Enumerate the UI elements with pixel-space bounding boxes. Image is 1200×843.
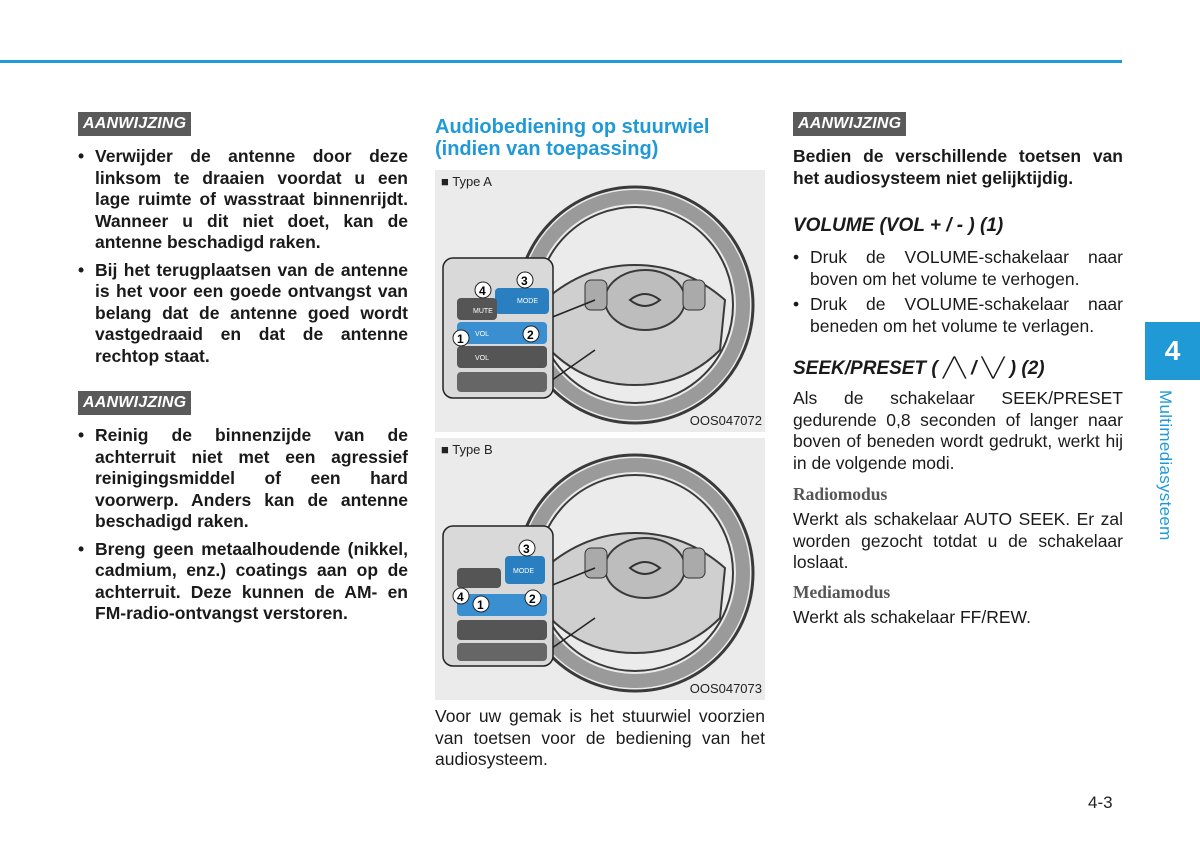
svg-text:MODE: MODE xyxy=(513,568,534,575)
top-rule xyxy=(0,60,1122,63)
svg-text:2: 2 xyxy=(529,592,536,606)
seek-body: Als de schakelaar SEEK/PRESET gedurende 0,8 seconden of langer naar boven of beneden wordt gedrukt, werkt hij in de volgende modi. xyxy=(793,388,1123,473)
svg-text:VOL: VOL xyxy=(475,331,490,338)
svg-text:4: 4 xyxy=(457,590,464,604)
figure-type-b xyxy=(435,438,765,700)
chapter-name: Multimediasysteem xyxy=(1156,390,1175,541)
body-paragraph: Voor uw gemak is het stuurwiel voorzien van toetsen voor de bediening van het audiosysteem. xyxy=(435,706,765,769)
volume-list xyxy=(793,247,1123,337)
list-item: • Verwijder de antenne door deze linksom te draaien voordat u een lage ruimte of wasstraat binnenrijdt. Wanneer u dit niet doet, kan de antenne beschadigd raken. xyxy=(78,146,408,254)
notice-list xyxy=(78,425,408,625)
radio-mode-heading: Radiomodus xyxy=(793,484,888,504)
figure-type-label: ■ Type B xyxy=(441,442,493,457)
notice-label: AANWIJZING xyxy=(78,391,191,415)
svg-text:4: 4 xyxy=(479,284,486,298)
media-mode-heading: Mediamodus xyxy=(793,581,891,602)
list-item: • Druk de VOLUME-schakelaar naar beneden om het volume te verlagen. xyxy=(793,294,1123,337)
svg-text:1: 1 xyxy=(477,598,484,612)
middle-column xyxy=(435,114,765,771)
figure-code: OOS047072 xyxy=(689,413,762,428)
section-heading: Audiobediening op stuurwiel (indien van toepassing) xyxy=(435,116,710,160)
right-column xyxy=(793,112,1123,628)
steering-wheel-illustration xyxy=(435,438,765,700)
radio-mode-body: Werkt als schakelaar AUTO SEEK. Er zal worden gezocht totdat u de schakelaar loslaat. xyxy=(793,509,1123,572)
notice-list xyxy=(78,146,408,367)
svg-text:1: 1 xyxy=(457,332,464,346)
notice-label: AANWIJZING xyxy=(78,112,191,136)
notice-text: Bedien de verschillende toetsen van het audiosysteem niet gelijktijdig. xyxy=(793,146,1123,188)
list-item: • Breng geen metaalhoudende (nikkel, cadmium, enz.) coatings aan op de achterruit. Deze kunnen de AM- en FM-radio-ontvangst verstoren. xyxy=(78,539,408,625)
list-item: • Bij het terugplaatsen van de antenne is het voor een goede ontvangst van belang dat de antenne goed wordt vastgedraaid en dat de antenne rechtop staat. xyxy=(78,260,408,368)
page-number: 4-3 xyxy=(1088,793,1113,812)
seek-heading: SEEK/PRESET ( ╱╲ / ╲╱ ) (2) xyxy=(793,358,1045,379)
volume-heading: VOLUME (VOL + / - ) (1) xyxy=(793,215,1004,236)
svg-text:3: 3 xyxy=(521,274,528,288)
steering-wheel-illustration xyxy=(435,170,765,432)
list-item: • Druk de VOLUME-schakelaar naar boven om het volume te verhogen. xyxy=(793,247,1123,290)
notice-label: AANWIJZING xyxy=(793,112,906,136)
figure-type-label: ■ Type A xyxy=(441,174,492,189)
svg-text:2: 2 xyxy=(527,328,534,342)
chapter-tab: 4 xyxy=(1145,322,1200,380)
svg-text:MODE: MODE xyxy=(517,298,538,305)
svg-text:3: 3 xyxy=(523,542,530,556)
svg-text:MUTE: MUTE xyxy=(473,308,493,315)
left-column xyxy=(78,112,408,631)
list-item: • Reinig de binnenzijde van de achterruit niet met een agressief reinigingsmiddel of een hard voorwerp. Anders kan de antenne beschadigd raken. xyxy=(78,425,408,533)
media-mode-body: Werkt als schakelaar FF/REW. xyxy=(793,606,1031,627)
figure-type-a xyxy=(435,170,765,432)
svg-text:VOL: VOL xyxy=(475,355,490,362)
figure-code: OOS047073 xyxy=(689,681,762,696)
